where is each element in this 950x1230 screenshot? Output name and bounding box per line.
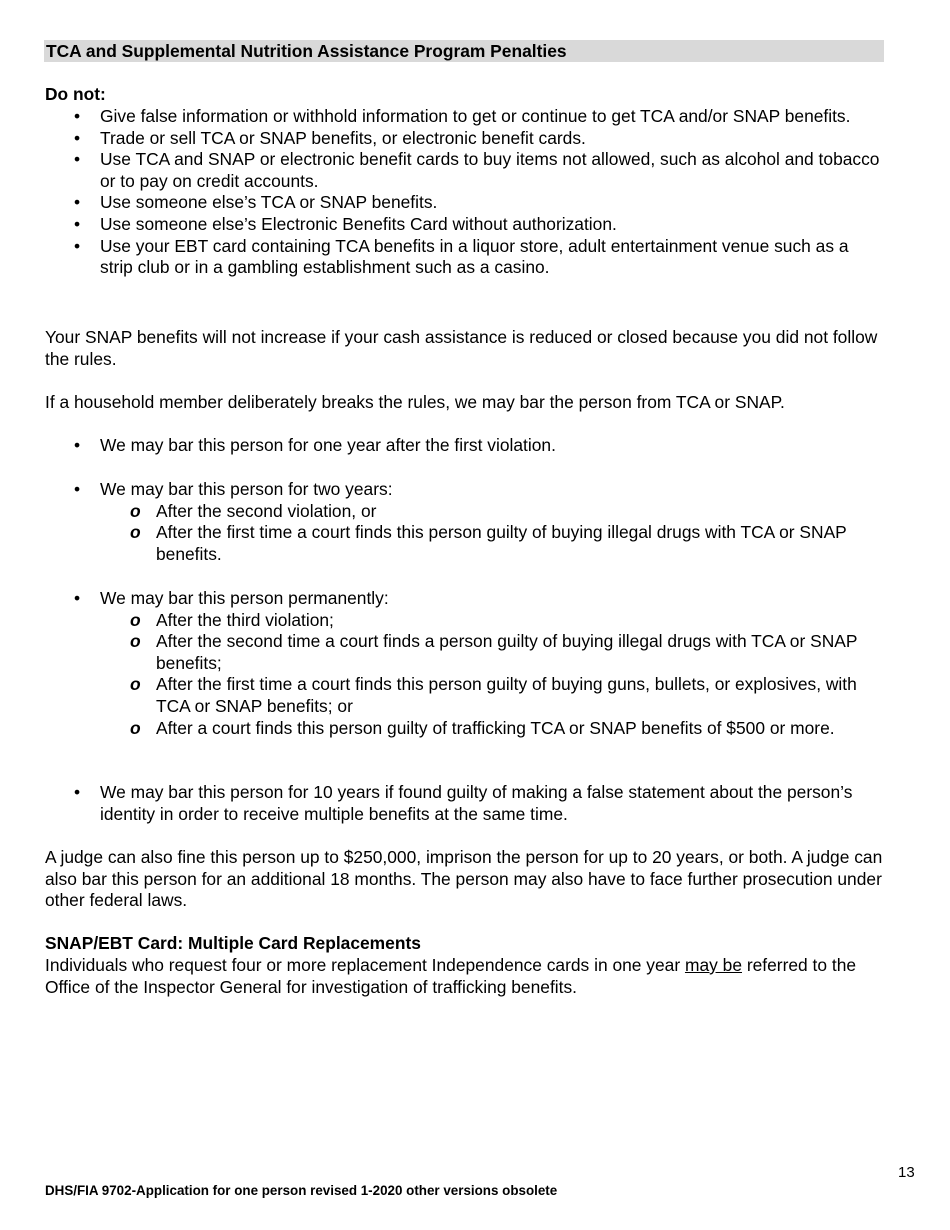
section-title: TCA and Supplemental Nutrition Assistance Program Penalties [46,41,567,61]
bullet-icon: • [74,782,81,802]
bullet-icon: • [74,435,81,455]
list-item: • Use your EBT card containing TCA benefits in a liquor store, adult entertainment venue such as a strip club or in a gambling establishment such as a casino. [74,235,849,278]
sub-list-item: o After the second time a court finds a person guilty of buying illegal drugs with TCA or SNAP benefits; [130,631,858,673]
do-not-label: Do not: [45,84,106,104]
underlined-may-be: may be [684,955,742,975]
bar-permanent-list [0,588,880,739]
circle-bullet-icon: o [130,631,141,652]
circle-bullet-icon: o [130,609,141,630]
sub-list-item: o After the first time a court finds this person guilty of buying guns, bullets, or explosives, with TCA or SNAP benefits; or [130,674,857,716]
bullet-icon: • [74,127,81,148]
bullet-icon: • [74,192,81,213]
snap-ebt-paragraph: Individuals who request four or more replacement Independence cards in one year may be referred to the Office of the Inspector General for investigation of trafficking benefits. [45,955,857,997]
list-item: • Give false information or withhold information to get or continue to get TCA and/or SNAP benefits. [74,106,851,126]
page-number: 13 [898,1164,915,1181]
list-item: • We may bar this person for two years: o After the second violation, or o After the first time a court finds this person guilty of buying illegal drugs with TCA or SNAP benefits. [0,479,880,565]
bar-two-years-list [0,479,880,565]
sub-list-item: o After the first time a court finds this person guilty of buying illegal drugs with TCA or SNAP benefits. [130,522,847,564]
bullet-icon: • [74,149,81,170]
bullet-icon: • [74,235,81,256]
bullet-icon: • [74,588,81,608]
circle-bullet-icon: o [130,522,141,543]
list-item: • We may bar this person permanently: o After the third violation; o After the second time a court finds a person guilty of buying illegal drugs with TCA or SNAP benefits; o After the first time a court finds this person guilty of buying guns, bullets, or explosives, with TCA or SNAP benefits; or o After a court finds this person guilty of trafficking TCA or SNAP benefits of $500 or more. [0,588,880,739]
sub-list-item: o After a court finds this person guilty of trafficking TCA or SNAP benefits of $500 or more. [130,717,835,738]
paragraph-bar-rules: If a household member deliberately breaks the rules, we may bar the person from TCA or SNAP. [45,392,785,412]
list-item: • Use TCA and SNAP or electronic benefit cards to buy items not allowed, such as alcohol and tobacco or to pay on credit accounts. [74,149,880,191]
snap-ebt-heading: SNAP/EBT Card: Multiple Card Replacements [45,933,421,953]
list-item: • We may bar this person for 10 years if found guilty of making a false statement about the person’s identity in order to receive multiple benefits at the same time. [74,782,853,824]
list-item: • Trade or sell TCA or SNAP benefits, or electronic benefit cards. [74,127,586,148]
circle-bullet-icon: o [130,674,141,695]
list-item: • We may bar this person for one year after the first violation. [74,435,556,455]
sub-list-item: o After the third violation; [130,609,334,630]
list-item: • Use someone else’s TCA or SNAP benefits. [74,192,438,213]
sub-list [100,610,880,740]
bar-one-year-list [0,435,880,457]
paragraph-judge: A judge can also fine this person up to $250,000, imprison the person for up to 20 years, or both. A judge can also bar this person for an additional 18 months. The person may also have to face further prosecution under other federal laws. [45,847,883,911]
list-item: • Use someone else’s Electronic Benefits Card without authorization. [74,213,617,234]
bullet-icon: • [74,479,81,499]
bullet-icon: • [74,106,81,126]
bullet-icon: • [74,213,81,234]
do-not-list [0,106,880,279]
bar-ten-years-list [0,782,880,825]
footer-form-id: DHS/FIA 9702-Application for one person revised 1-2020 other versions obsolete [45,1183,558,1198]
sub-list-item: o After the second violation, or [130,500,377,521]
sub-list [100,501,880,566]
circle-bullet-icon: o [130,500,141,521]
paragraph-cash-assistance: Your SNAP benefits will not increase if your cash assistance is reduced or closed because you did not follow the rules. [45,327,878,369]
circle-bullet-icon: o [130,717,141,738]
